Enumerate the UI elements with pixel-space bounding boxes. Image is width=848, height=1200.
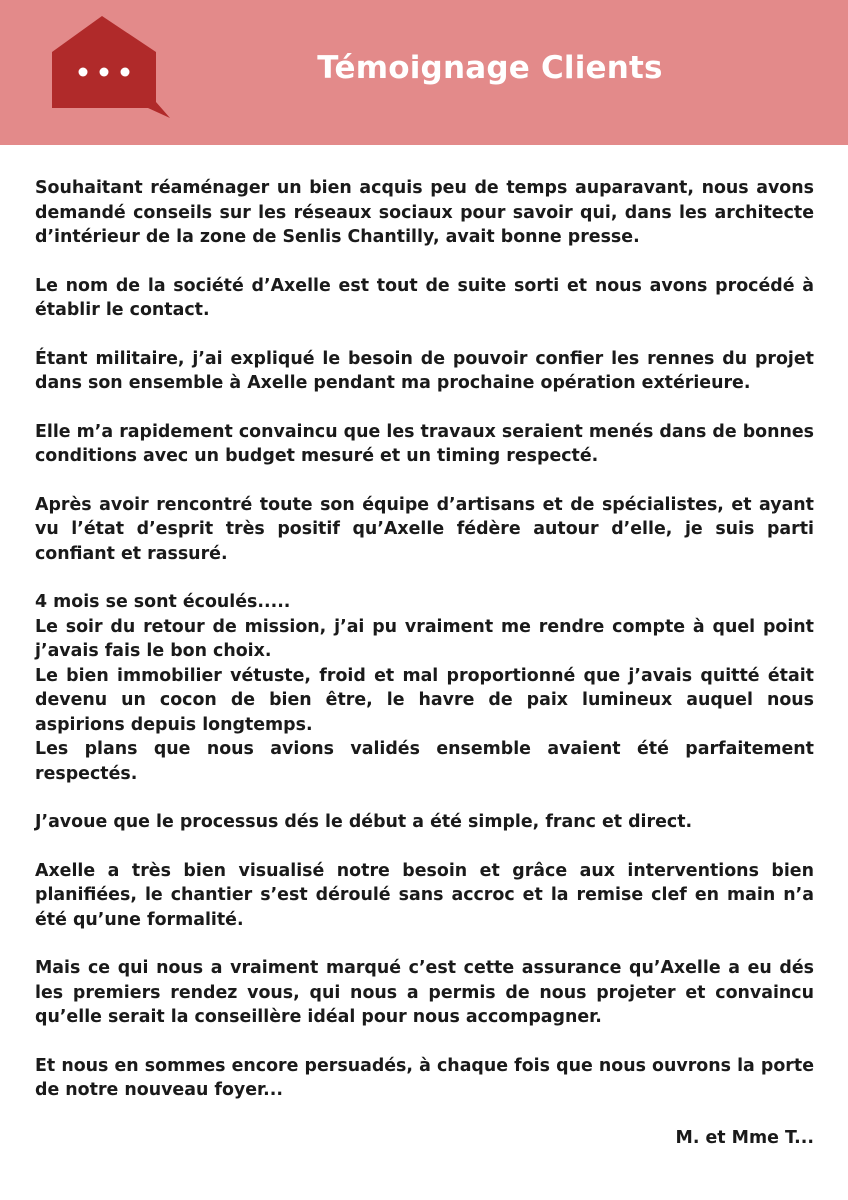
story-line: Le soir du retour de mission, j’ai pu vraiment me rendre compte à quel point j’avais fais le bon choix.	[35, 616, 814, 661]
page-title: Témoignage Clients	[317, 50, 663, 86]
paragraph: Après avoir rencontré toute son équipe d’artisans et de spécialistes, et ayant vu l’état d’esprit très positif qu’Axelle fédère autour d’elle, je suis parti confiant et rassuré.	[35, 494, 814, 564]
paragraph: Souhaitant réaménager un bien acquis peu de temps auparavant, nous avons demandé conseils sur les réseaux sociaux pour savoir qui, dans les architecte d’intérieur de la zone de Senlis Chantilly, avait bonne presse.	[35, 178, 814, 247]
signature: M. et Mme T...	[675, 1128, 814, 1148]
story-line: Le bien immobilier vétuste, froid et mal proportionné que j’avais quitté était devenu un cocon de bien être, le havre de paix lumineux auquel nous aspirions depuis longtemps.	[35, 665, 814, 735]
story-line: Les plans que nous avions validés ensemble avaient été parfaitement respectés.	[35, 739, 814, 784]
header-banner	[0, 0, 848, 145]
paragraph: Et nous en sommes encore persuadés, à chaque fois que nous ouvrons la porte de notre nouveau foyer...	[35, 1055, 814, 1100]
speech-bubble-house-icon	[52, 16, 170, 122]
paragraph: Axelle a très bien visualisé notre besoin et grâce aux interventions bien planifiées, le chantier s’est déroulé sans accroc et la remise clef en main n’a été qu’une formalité.	[35, 860, 814, 930]
paragraph: Elle m’a rapidement convaincu que les travaux seraient menés dans de bonnes conditions avec un budget mesuré et un timing respecté.	[35, 421, 814, 466]
story-line: 4 mois se sont écoulés.....	[35, 592, 291, 612]
paragraph: J’avoue que le processus dés le début a été simple, franc et direct.	[35, 812, 693, 832]
testimonial-body	[35, 176, 814, 1127]
story-paragraph	[35, 590, 814, 786]
paragraph: Mais ce qui nous a vraiment marqué c’est cette assurance qu’Axelle a eu dés les premiers rendez vous, qui nous a permis de nous projeter et convaincu qu’elle serait la conseillère idéal pour nous accompagner.	[35, 958, 814, 1027]
paragraph: Étant militaire, j’ai expliqué le besoin de pouvoir confier les rennes du projet dans son ensemble à Axelle pendant ma prochaine opération extérieure.	[35, 348, 814, 393]
paragraph: Le nom de la société d’Axelle est tout de suite sorti et nous avons procédé à établir le contact.	[35, 275, 814, 320]
